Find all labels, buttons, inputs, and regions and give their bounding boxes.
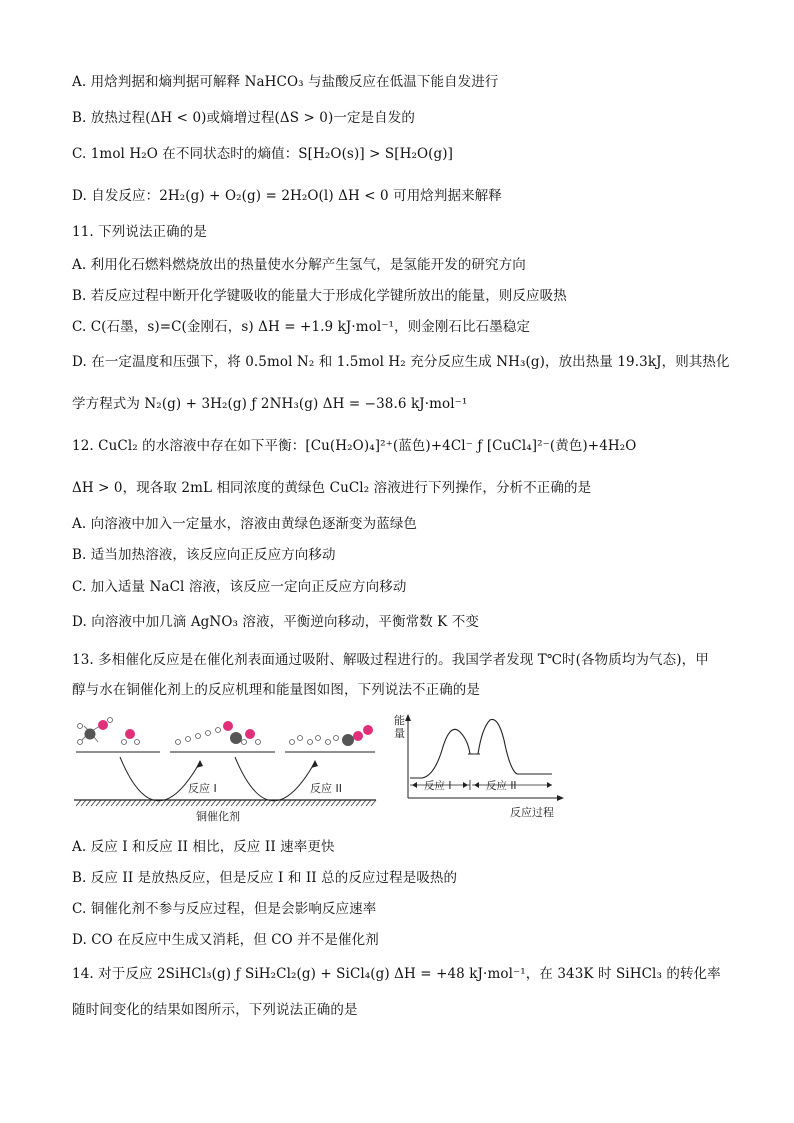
catalyst-label: 铜催化剂 (196, 810, 240, 823)
text-line-q12D: D. 向溶液中加几滴 AgNO₃ 溶液，平衡逆向移动，平衡常数 K 不变 (72, 614, 479, 630)
text-line-q13D: D. CO 在反应中生成又消耗，但 CO 并不是催化剂 (72, 932, 379, 948)
text-line-q13a: 13. 多相催化反应是在催化剂表面通过吸附、解吸过程进行的。我国学者发现 T℃时(各物质均为气态)，甲 (72, 652, 709, 668)
energy-axis-label-2: 量 (394, 727, 405, 740)
text-line-q13C: C. 铜催化剂不参与反应过程，但是会影响反应速率 (72, 901, 377, 917)
mechanism-diagram (70, 712, 380, 827)
text-line-q11a: A. 利用化石燃料燃烧放出的热量使水分解产生氢气，是氢能开发的研究方向 (72, 257, 526, 273)
text-line-q10d: D. 自发反应：2H₂(g) + O₂(g) = 2H₂O(l) ΔH < 0 可用焓判据来解释 (72, 188, 502, 204)
energy-x-label: 反应过程 (510, 806, 554, 819)
text-line-q13A: A. 反应 I 和反应 II 相比，反应 II 速率更快 (72, 839, 335, 855)
energy-seg1-label: 反应 I (424, 780, 452, 792)
molecule-group-2 (176, 721, 261, 745)
text-line-q12C: C. 加入适量 NaCl 溶液，该反应一定向正反应方向移动 (72, 579, 407, 595)
molecule-group-3 (290, 725, 374, 746)
energy-diagram (392, 710, 567, 825)
text-line-q11d1: D. 在一定温度和压强下，将 0.5mol N₂ 和 1.5mol H₂ 充分反应生成 NH₃(g)，放出热量 19.3kJ，则其热化 (72, 354, 730, 370)
molecule-group-1 (78, 718, 140, 745)
text-line-q12A: A. 向溶液中加入一定量水，溶液由黄绿色逐渐变为蓝绿色 (72, 516, 418, 532)
energy-axis-label-1: 能 (394, 714, 405, 727)
text-line-q11c: C. C(石墨，s)=C(金刚石，s) ΔH = +1.9 kJ·mol⁻¹，则金刚石比石墨稳定 (72, 319, 531, 335)
energy-curve (410, 719, 552, 778)
text-line-q14b: 随时间变化的结果如图所示，下列说法正确的是 (72, 1002, 358, 1018)
text-line-q11d2: 学方程式为 N₂(g) + 3H₂(g) ƒ 2NH₃(g) ΔH = −38.6 kJ·mol⁻¹ (72, 396, 468, 412)
text-line-q13b: 醇与水在铜催化剂上的反应机理和能量图如图，下列说法不正确的是 (72, 682, 480, 698)
energy-seg2-label: 反应 II (486, 780, 517, 792)
text-line-q12a: 12. CuCl₂ 的水溶液中存在如下平衡：[Cu(H₂O)₄]²⁺(蓝色)+4Cl⁻ ƒ [CuCl₄]²⁻(黄色)+4H₂O (72, 438, 637, 454)
catalyst-hatching (76, 800, 376, 806)
text-line-q13B: B. 反应 II 是放热反应，但是反应 I 和 II 总的反应过程是吸热的 (72, 870, 458, 886)
text-line-q10a: A. 用焓判据和熵判据可解释 NaHCO₃ 与盐酸反应在低温下能自发进行 (72, 74, 499, 90)
text-line-q10b: B. 放热过程(ΔH < 0)或熵增过程(ΔS > 0)一定是自发的 (72, 110, 415, 126)
text-line-q12B: B. 适当加热溶液，该反应向正反应方向移动 (72, 547, 336, 563)
text-line-q11: 11. 下列说法正确的是 (72, 224, 207, 240)
text-line-q14a: 14. 对于反应 2SiHCl₃(g) ƒ SiH₂Cl₂(g) + SiCl₄(g) ΔH = +48 kJ·mol⁻¹，在 343K 时 SiHCl₃ 的转化率 (72, 966, 721, 982)
reaction-2-label: 反应 II (310, 782, 342, 795)
text-line-q11b: B. 若反应过程中断开化学键吸收的能量大于形成化学键所放出的能量，则反应吸热 (72, 288, 567, 304)
reaction-1-label: 反应 I (188, 782, 217, 795)
text-line-q12b: ΔH > 0，现各取 2mL 相同浓度的黄绿色 CuCl₂ 溶液进行下列操作，分析不正确的是 (72, 480, 592, 496)
text-line-q10c: C. 1mol H₂O 在不同状态时的熵值：S[H₂O(s)] > S[H₂O(g)] (72, 146, 454, 162)
